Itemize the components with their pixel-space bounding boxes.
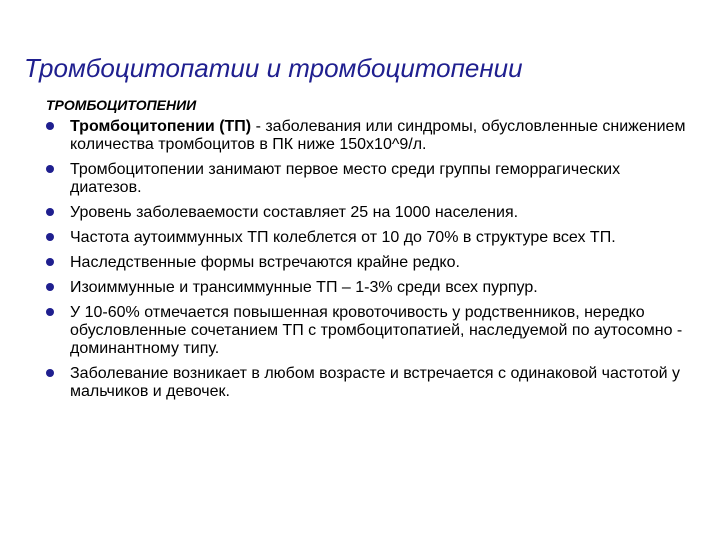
bullet-text: - заболевания или синдромы, обусловленные снижением количества тромбоцитов в ПК ниже 150х10^9/л. bbox=[70, 118, 686, 153]
bullet-dot-icon bbox=[46, 122, 54, 130]
bullet-list bbox=[46, 118, 696, 401]
bullet-item-hereditary bbox=[46, 254, 696, 272]
section-heading: ТРОМБОЦИТОПЕНИИ bbox=[46, 97, 197, 113]
slide-title: Тромбоцитопатии и тромбоцитопении bbox=[24, 53, 523, 83]
bullet-dot-icon bbox=[46, 283, 54, 291]
bullet-item-definition bbox=[46, 118, 696, 154]
bullet-dot-icon bbox=[46, 369, 54, 377]
bullet-text: Наследственные формы встречаются крайне редко. bbox=[70, 254, 460, 271]
bullet-dot-icon bbox=[46, 208, 54, 216]
bullet-text: Заболевание возникает в любом возрасте и встречается с одинаковой частотой у мальчиков и девочек. bbox=[70, 365, 681, 400]
bullet-text: Тромбоцитопении занимают первое место среди группы геморрагических диатезов. bbox=[70, 161, 621, 196]
bullet-dot-icon bbox=[46, 258, 54, 266]
bullet-item-autoimmune bbox=[46, 229, 696, 247]
bullet-dot-icon bbox=[46, 233, 54, 241]
bullet-item-age bbox=[46, 365, 696, 401]
bullet-item-incidence bbox=[46, 204, 696, 222]
bullet-text: Частота аутоиммунных ТП колеблется от 10 до 70% в структуре всех ТП. bbox=[70, 229, 616, 246]
bullet-term: Тромбоцитопении (ТП) bbox=[70, 118, 252, 135]
bullet-dot-icon bbox=[46, 308, 54, 316]
slide-content bbox=[46, 96, 696, 408]
bullet-item-isoimmune bbox=[46, 279, 696, 297]
bullet-item-rank bbox=[46, 161, 696, 197]
bullet-text: Уровень заболеваемости составляет 25 на 1000 населения. bbox=[70, 204, 519, 221]
bullet-item-relatives bbox=[46, 304, 696, 358]
bullet-text: Изоиммунные и трансиммунные ТП – 1-3% среди всех пурпур. bbox=[70, 279, 538, 296]
bullet-text: У 10-60% отмечается повышенная кровоточивость у родственников, нередко обусловленные сочетанием ТП с тромбоцитопатией, наследуемой по аутосомно - доминантному типу. bbox=[70, 304, 683, 357]
bullet-dot-icon bbox=[46, 165, 54, 173]
